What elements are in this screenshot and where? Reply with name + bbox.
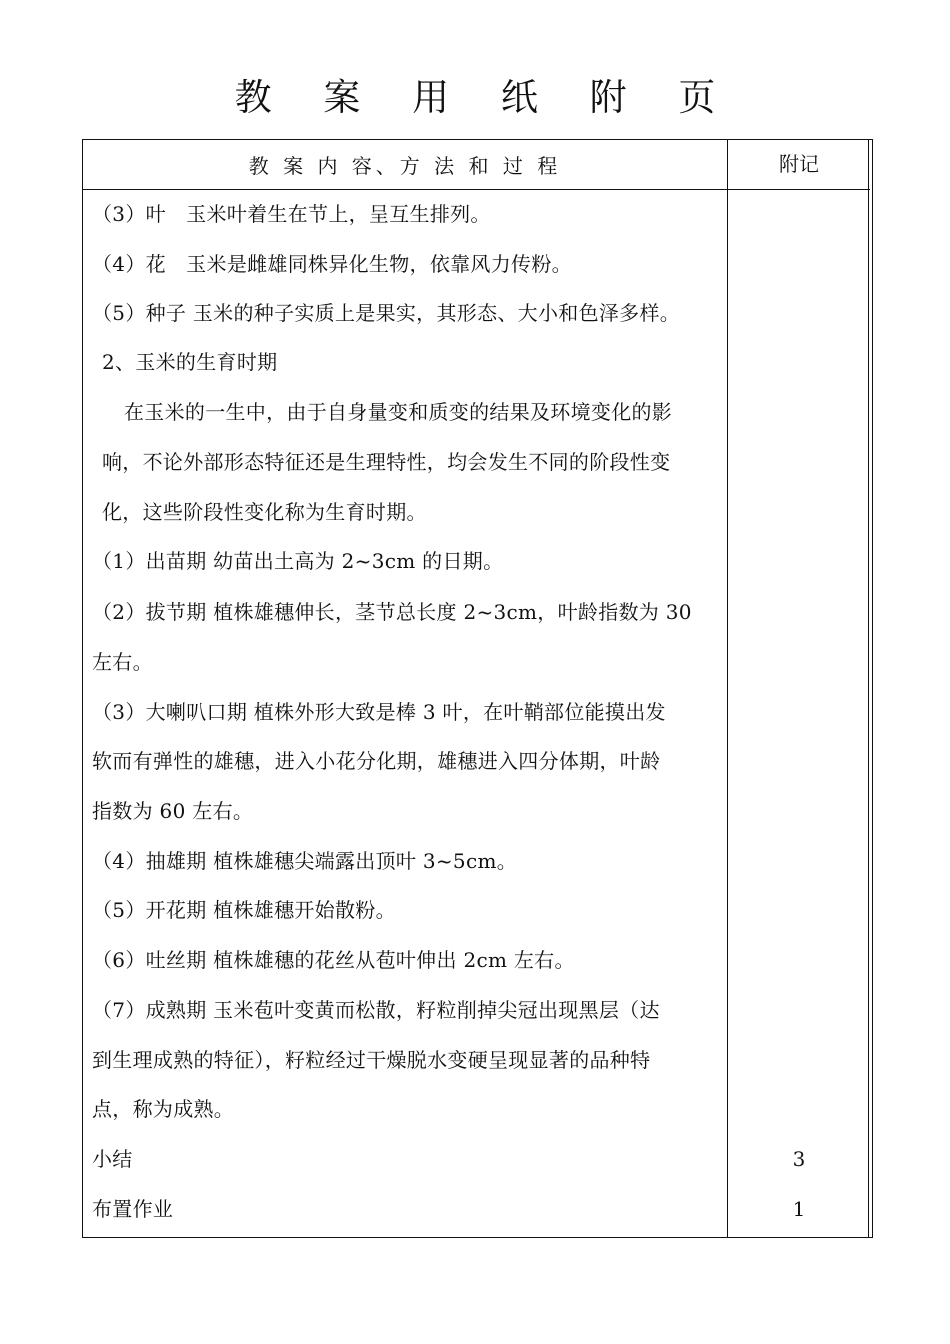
body-line: 指数为 60 左右。 xyxy=(92,799,254,823)
column-divider xyxy=(727,139,728,1238)
homework-note: 1 xyxy=(792,1197,806,1221)
body-line: 到生理成熟的特征），籽粒经过干燥脱水变硬呈现显著的品种特 xyxy=(92,1048,651,1072)
body-line: 在玉米的一生中，由于自身量变和质变的结果及环境变化的影 xyxy=(124,400,673,424)
table-double-border xyxy=(868,139,869,1238)
summary-note: 3 xyxy=(792,1147,806,1171)
header-divider xyxy=(82,189,870,190)
body-line: （5）种子 玉米的种子实质上是果实，其形态、大小和色泽多样。 xyxy=(92,301,681,325)
body-line: （3）大喇叭口期 植株外形大致是棒 3 叶，在叶鞘部位能摸出发 xyxy=(92,700,666,724)
body-line: （4）抽雄期 植株雄穗尖端露出顶叶 3~5cm。 xyxy=(92,849,518,873)
body-line: （1）出苗期 幼苗出土高为 2~3cm 的日期。 xyxy=(92,549,504,573)
body-line: （6）吐丝期 植株雄穗的花丝从苞叶伸出 2cm 左右。 xyxy=(92,948,575,972)
body-line: （4）花 玉米是雌雄同株异化生物，依靠风力传粉。 xyxy=(92,252,572,276)
body-line: 左右。 xyxy=(92,650,153,674)
body-line: （2）拔节期 植株雄穗伸长，茎节总长度 2~3cm，叶龄指数为 30 xyxy=(92,600,692,624)
body-line: 点，称为成熟。 xyxy=(92,1097,235,1121)
homework-label: 布置作业 xyxy=(92,1197,174,1221)
body-line: （3）叶 玉米叶着生在节上，呈互生排列。 xyxy=(92,202,491,226)
body-line: 软而有弹性的雄穗，进入小花分化期，雄穗进入四分体期，叶龄 xyxy=(92,749,661,773)
body-line: （5）开花期 植株雄穗开始散粉。 xyxy=(92,898,396,922)
content-column-header: 教 案 内 容、方 法 和 过 程 xyxy=(248,154,562,178)
body-line: 化，这些阶段性变化称为生育时期。 xyxy=(102,500,427,524)
note-column-header: 附记 xyxy=(779,151,819,176)
summary-label: 小结 xyxy=(92,1147,133,1171)
body-line: （7）成熟期 玉米苞叶变黄而松散，籽粒削掉尖冠出现黑层（达 xyxy=(92,998,660,1022)
section-heading: 2、玉米的生育时期 xyxy=(102,350,278,374)
body-line: 响，不论外部形态特征还是生理特性，均会发生不同的阶段性变 xyxy=(102,450,671,474)
page-title: 教 案 用 纸 附 页 xyxy=(234,76,736,119)
